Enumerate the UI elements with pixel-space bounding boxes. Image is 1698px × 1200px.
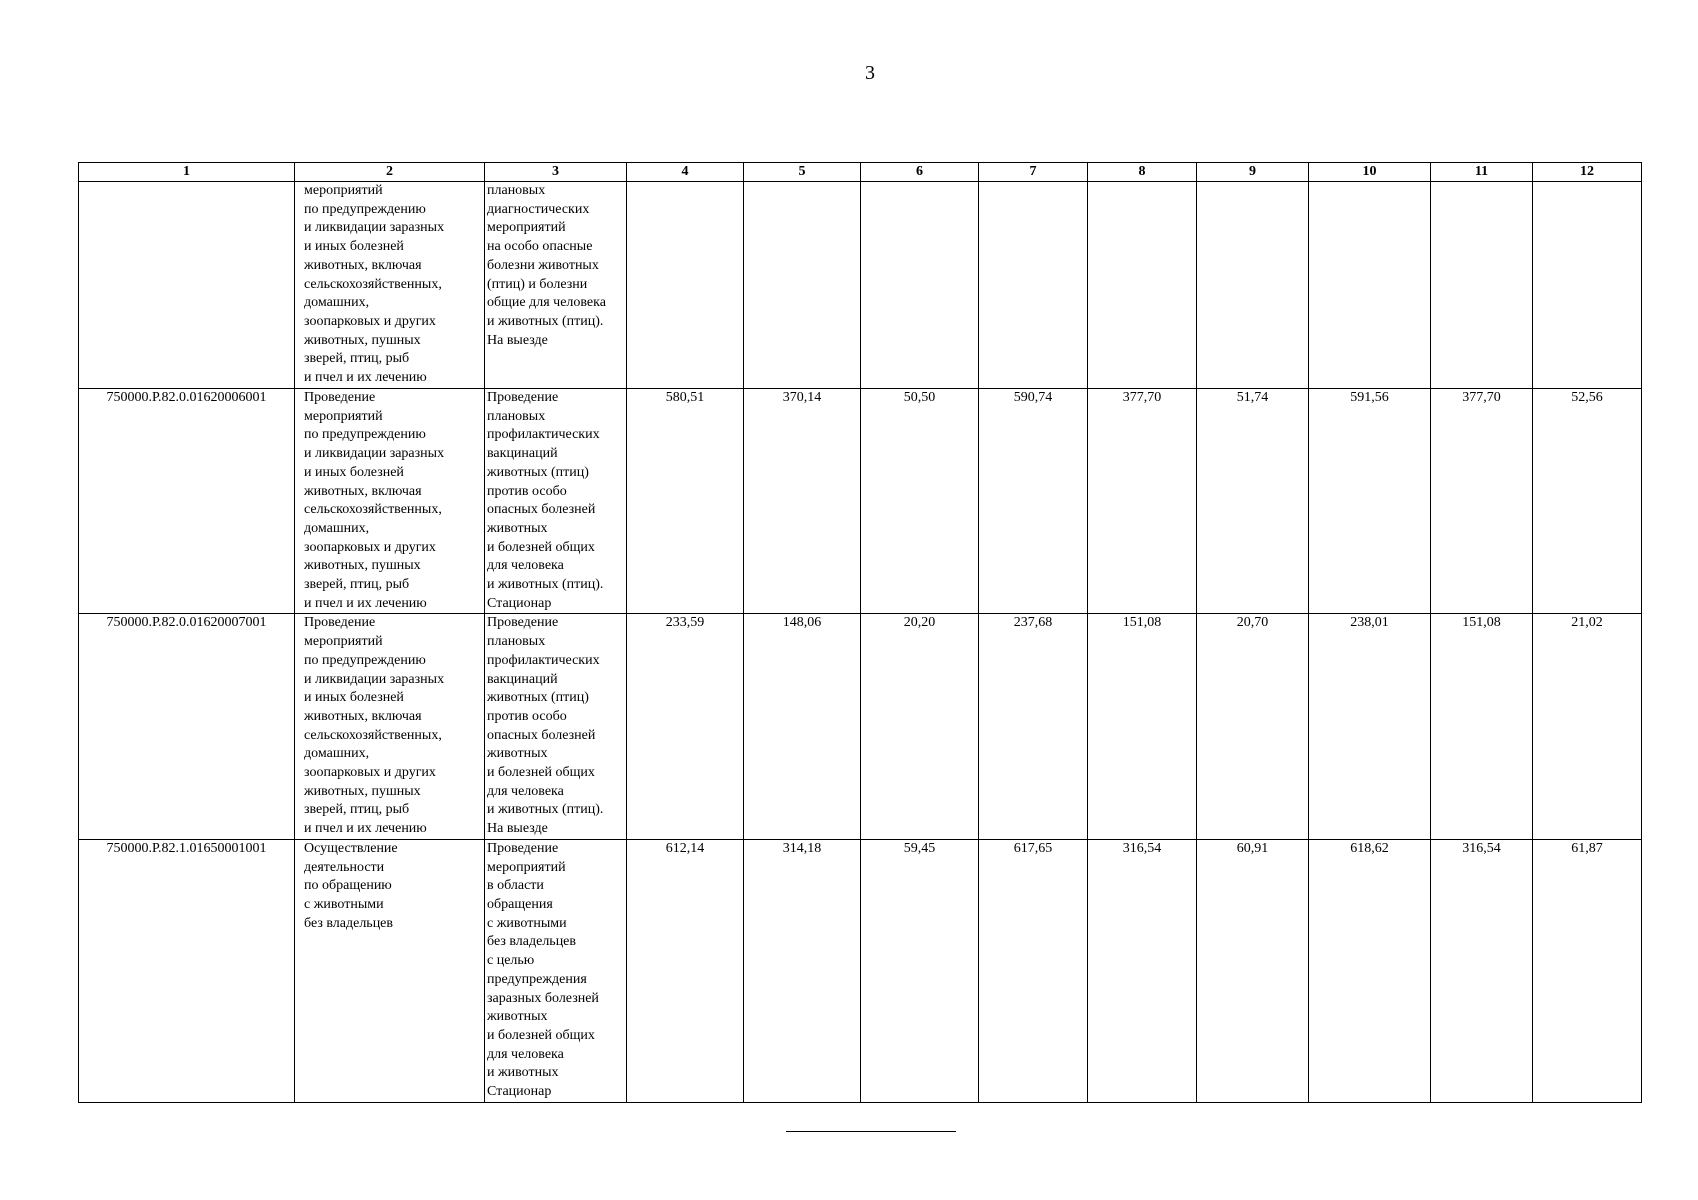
service-name-cell: Проведение мероприятий по предупреждению и ликвидации заразных и иных болезней животных, включая сельскохозяйственных, домашних, зоопарковых и других животных, пушных зверей, птиц, рыб и пчел и их лечению bbox=[295, 614, 485, 839]
column-header: 3 bbox=[485, 163, 627, 182]
value-cell: 617,65 bbox=[979, 839, 1088, 1102]
value-cell bbox=[979, 182, 1088, 389]
service-name-cell: мероприятий по предупреждению и ликвидации заразных и иных болезней животных, включая сельскохозяйственных, домашних, зоопарковых и других животных, пушных зверей, птиц, рыб и пчел и их лечению bbox=[295, 182, 485, 389]
value-cell: 370,14 bbox=[744, 389, 861, 614]
value-cell: 151,08 bbox=[1431, 614, 1533, 839]
registry-code-cell: 750000.Р.82.1.01650001001 bbox=[79, 839, 295, 1102]
column-header: 10 bbox=[1309, 163, 1431, 182]
registry-code-cell: 750000.Р.82.0.01620006001 bbox=[79, 389, 295, 614]
column-header: 7 bbox=[979, 163, 1088, 182]
registry-code-cell: 750000.Р.82.0.01620007001 bbox=[79, 614, 295, 839]
table-row bbox=[79, 182, 1642, 389]
value-cell: 20,70 bbox=[1197, 614, 1309, 839]
column-header: 4 bbox=[627, 163, 744, 182]
value-cell: 377,70 bbox=[1431, 389, 1533, 614]
column-header: 1 bbox=[79, 163, 295, 182]
value-cell bbox=[861, 182, 979, 389]
value-cell bbox=[1197, 182, 1309, 389]
value-cell: 237,68 bbox=[979, 614, 1088, 839]
footer-divider bbox=[786, 1131, 956, 1132]
value-cell: 21,02 bbox=[1533, 614, 1642, 839]
value-cell: 316,54 bbox=[1431, 839, 1533, 1102]
value-cell: 316,54 bbox=[1088, 839, 1197, 1102]
value-cell: 580,51 bbox=[627, 389, 744, 614]
value-cell: 50,50 bbox=[861, 389, 979, 614]
column-header: 8 bbox=[1088, 163, 1197, 182]
column-header: 9 bbox=[1197, 163, 1309, 182]
column-header: 5 bbox=[744, 163, 861, 182]
value-cell: 314,18 bbox=[744, 839, 861, 1102]
value-cell: 148,06 bbox=[744, 614, 861, 839]
registry-code-cell bbox=[79, 182, 295, 389]
value-cell: 612,14 bbox=[627, 839, 744, 1102]
value-cell: 59,45 bbox=[861, 839, 979, 1102]
table-row bbox=[79, 614, 1642, 839]
service-content-cell: Проведение плановых профилактических вакцинаций животных (птиц) против особо опасных болезней животных и болезней общих для человека и животных (птиц). Стационар bbox=[485, 389, 627, 614]
value-cell: 151,08 bbox=[1088, 614, 1197, 839]
value-cell: 20,20 bbox=[861, 614, 979, 839]
table-row bbox=[79, 389, 1642, 614]
value-cell: 590,74 bbox=[979, 389, 1088, 614]
column-header: 2 bbox=[295, 163, 485, 182]
value-cell bbox=[1431, 182, 1533, 389]
service-name-cell: Осуществление деятельности по обращению с животными без владельцев bbox=[295, 839, 485, 1102]
value-cell: 238,01 bbox=[1309, 614, 1431, 839]
value-cell: 377,70 bbox=[1088, 389, 1197, 614]
value-cell bbox=[1088, 182, 1197, 389]
value-cell bbox=[1533, 182, 1642, 389]
value-cell: 52,56 bbox=[1533, 389, 1642, 614]
value-cell bbox=[1309, 182, 1431, 389]
column-header: 11 bbox=[1431, 163, 1533, 182]
service-name-cell: Проведение мероприятий по предупреждению и ликвидации заразных и иных болезней животных, включая сельскохозяйственных, домашних, зоопарковых и других животных, пушных зверей, птиц, рыб и пчел и их лечению bbox=[295, 389, 485, 614]
service-content-cell: плановых диагностических мероприятий на особо опасные болезни животных (птиц) и болезни общие для человека и животных (птиц). На выезде bbox=[485, 182, 627, 389]
column-header: 6 bbox=[861, 163, 979, 182]
value-cell: 51,74 bbox=[1197, 389, 1309, 614]
value-cell: 618,62 bbox=[1309, 839, 1431, 1102]
value-cell bbox=[744, 182, 861, 389]
page-number: 3 bbox=[865, 62, 875, 84]
table-row bbox=[79, 839, 1642, 1102]
value-cell: 233,59 bbox=[627, 614, 744, 839]
header-row bbox=[79, 163, 1642, 182]
value-cell: 60,91 bbox=[1197, 839, 1309, 1102]
column-header: 12 bbox=[1533, 163, 1642, 182]
data-table bbox=[78, 162, 1642, 1103]
value-cell: 591,56 bbox=[1309, 389, 1431, 614]
value-cell bbox=[627, 182, 744, 389]
value-cell: 61,87 bbox=[1533, 839, 1642, 1102]
service-content-cell: Проведение плановых профилактических вакцинаций животных (птиц) против особо опасных болезней животных и болезней общих для человека и животных (птиц). На выезде bbox=[485, 614, 627, 839]
service-content-cell: Проведение мероприятий в области обращения с животными без владельцев с целью предупреждения заразных болезней животных и болезней общих для человека и животных Стационар bbox=[485, 839, 627, 1102]
